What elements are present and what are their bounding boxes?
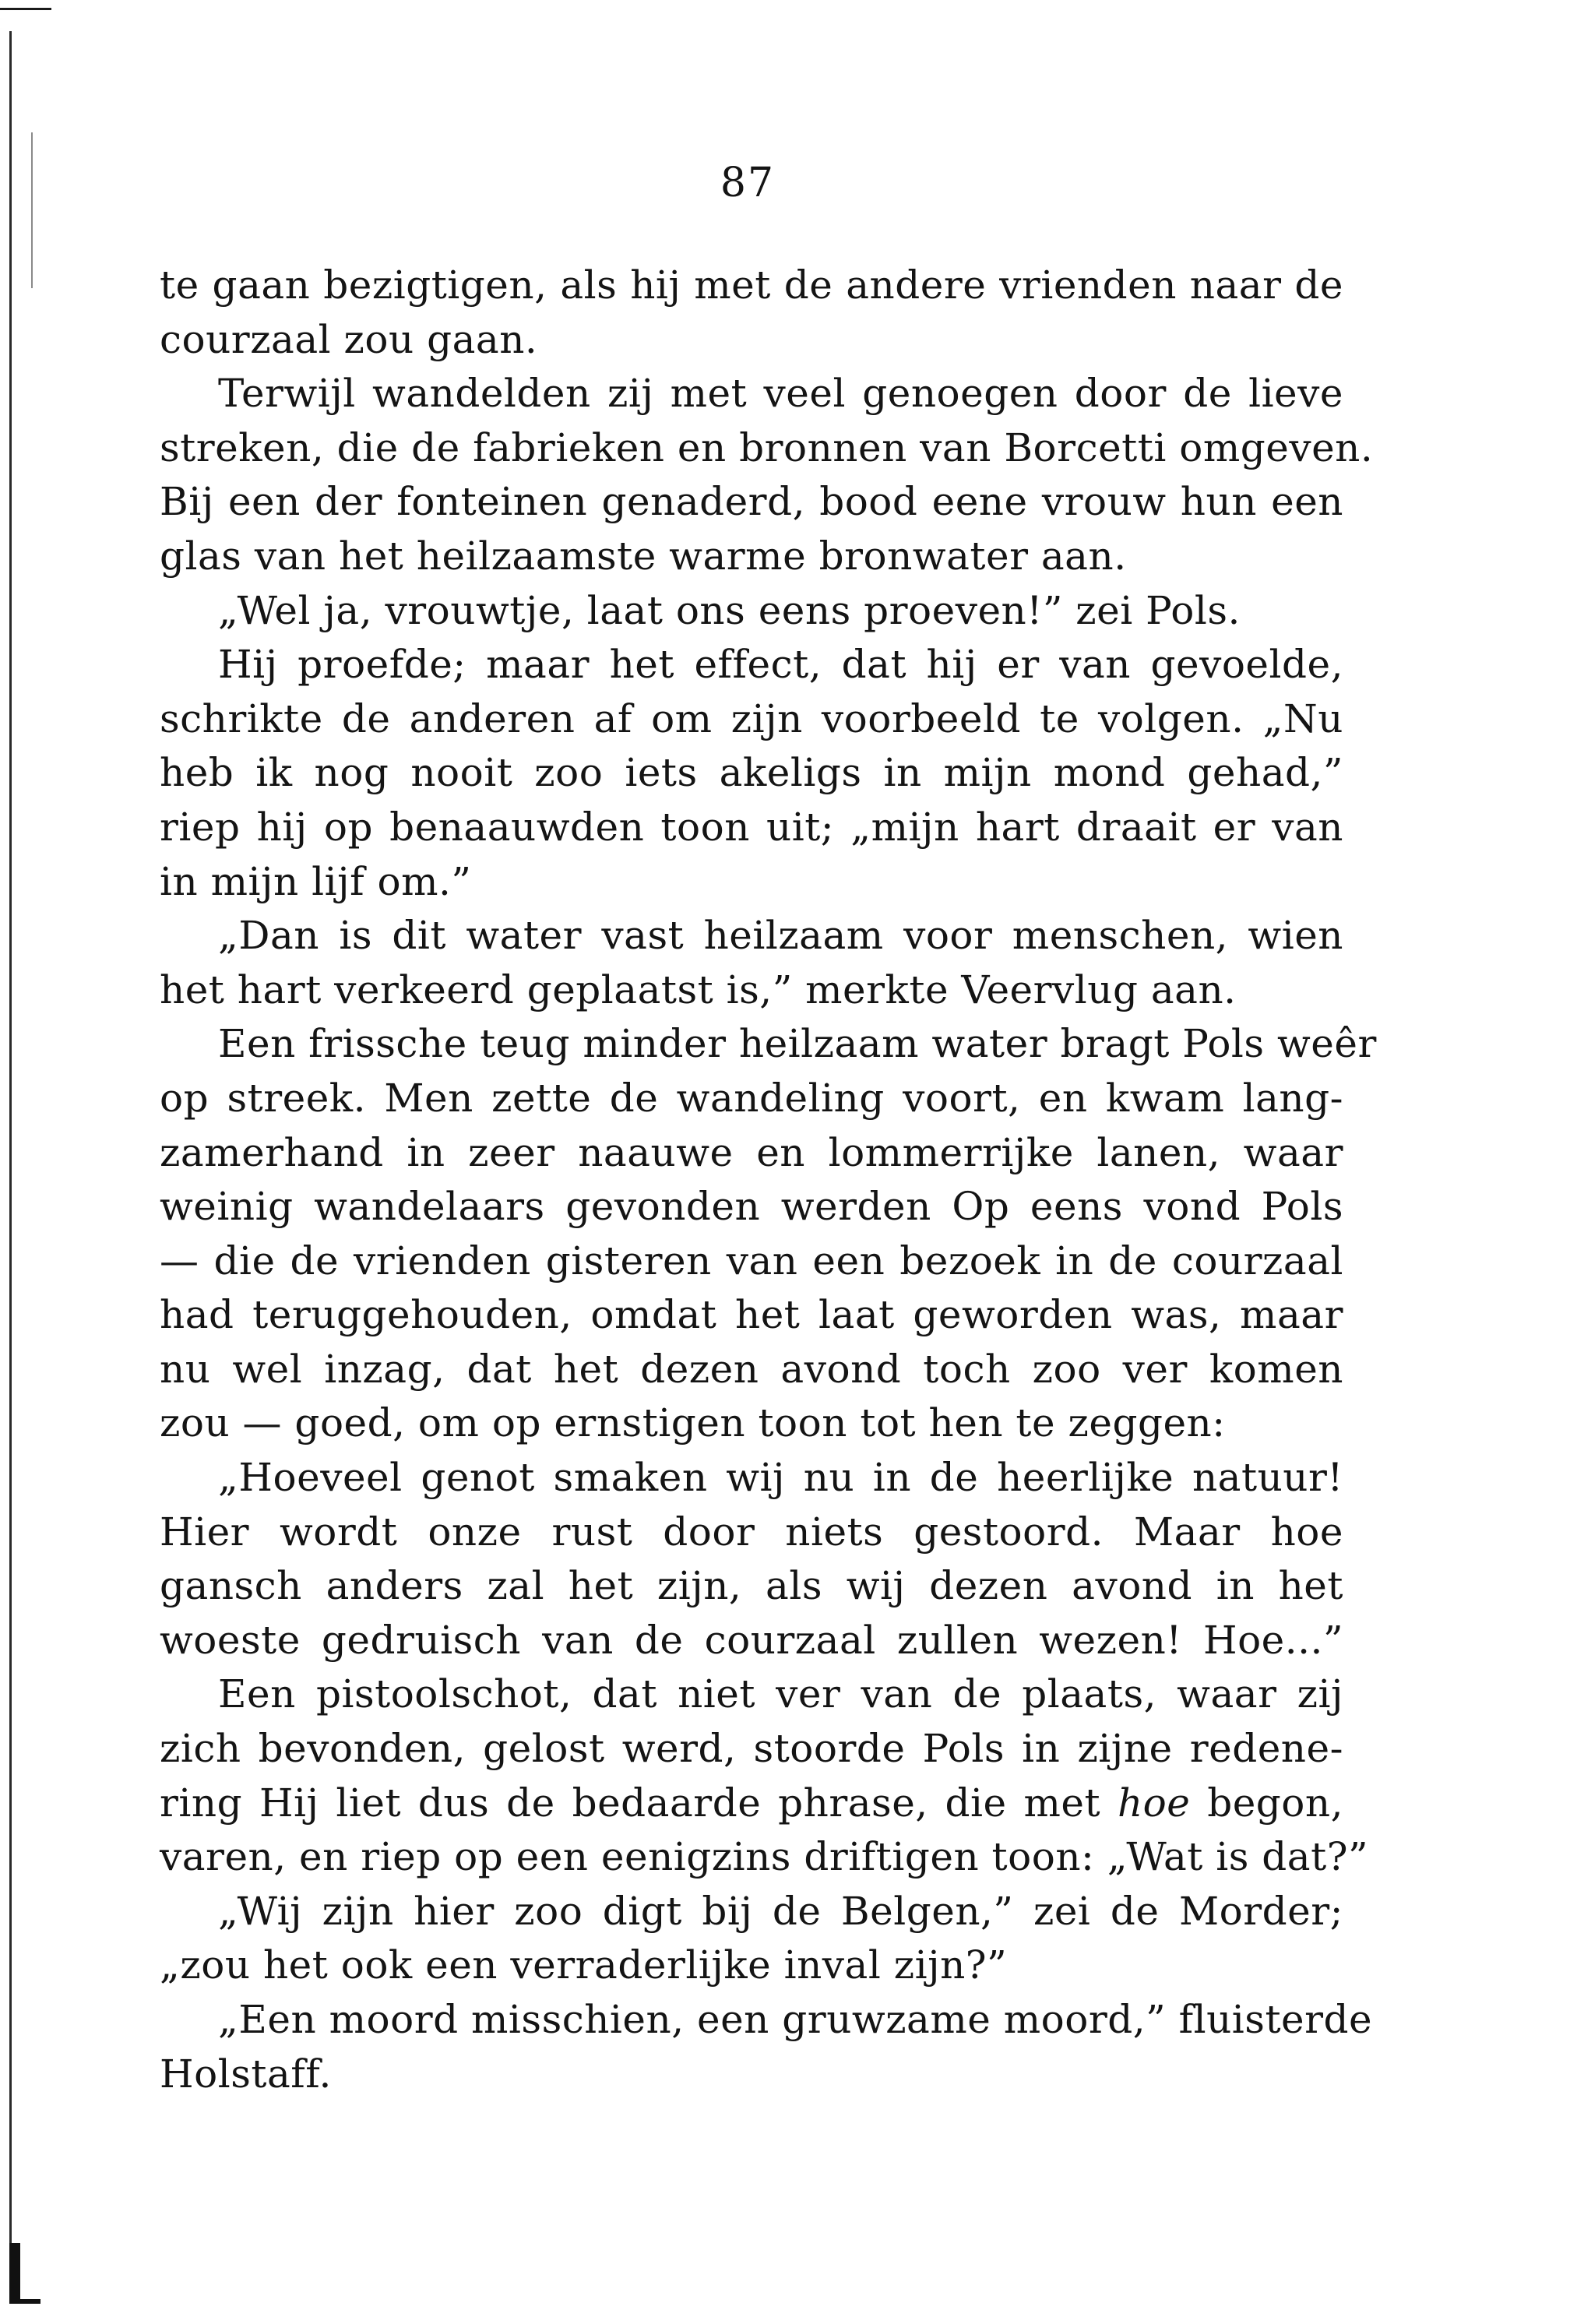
text-line: weinig wandelaars gevonden werden Op eens vond Pols: [160, 1184, 1343, 1230]
text-line: Terwijl wandelden zij met veel genoegen door de lieve: [218, 371, 1343, 417]
text-line: zou — goed, om op ernstigen toon tot hen te zeggen:: [160, 1400, 1226, 1446]
text-line: Hij proefde; maar het effect, dat hij er van gevoelde,: [218, 642, 1343, 688]
text-line: op streek. Men zette de wandeling voort, en kwam lang-: [160, 1075, 1343, 1121]
text-line: ring Hij liet dus de bedaarde phrase, die met hoe begon,: [160, 1780, 1343, 1826]
text-line: zamerhand in zeer naauwe en lommerrijke lanen, waar: [160, 1129, 1343, 1175]
text-line: het hart verkeerd geplaatst is,” merkte Veervlug aan.: [160, 967, 1237, 1012]
page-number: 87: [720, 160, 776, 206]
text-line: „zou het ook een verraderlijke inval zijn?”: [160, 1942, 1008, 1988]
text-line: gansch anders zal het zijn, als wij dezen avond in het: [160, 1563, 1343, 1609]
text-line: zich bevonden, gelost werd, stoorde Pols in zijne redene-: [160, 1726, 1343, 1772]
text-line: riep hij op benaauwden toon uit; „mijn hart draait er van: [160, 804, 1343, 850]
text-line: „Een moord misschien, een gruwzame moord,” fluisterde: [218, 1997, 1373, 2042]
text-line: woeste gedruisch van de courzaal zullen wezen! Hoe...”: [160, 1617, 1343, 1663]
text-line: „Hoeveel genot smaken wij nu in de heerlijke natuur!: [218, 1455, 1343, 1501]
text-line: Holstaff.: [160, 2051, 332, 2097]
text-line: varen, en riep op een eenigzins driftigen toon: „Wat is dat?”: [160, 1834, 1369, 1880]
text-line: nu wel inzag, dat het dezen avond toch zoo ver komen: [160, 1346, 1343, 1392]
scan-edge-mark: [9, 2243, 20, 2304]
text-line: Bij een der fonteinen genaderd, bood eene vrouw hun een: [160, 479, 1343, 525]
text-line: Hier wordt onze rust door niets gestoord. Maar hoe: [160, 1509, 1343, 1555]
text-line: „Wel ja, vrouwtje, laat ons eens proeven!” zei Pols.: [218, 587, 1241, 633]
text-line: te gaan bezigtigen, als hij met de andere vrienden naar de: [160, 262, 1343, 308]
text-line: Een frissche teug minder heilzaam water bragt Pols weêr: [218, 1021, 1377, 1067]
scan-edge-line: [9, 31, 12, 2290]
text-line: had teruggehouden, omdat het laat geworden was, maar: [160, 1292, 1343, 1338]
scan-edge-mark: [9, 2299, 40, 2304]
text-line: streken, die de fabrieken en bronnen van Borcetti omgeven.: [160, 424, 1374, 470]
text-line: heb ik nog nooit zoo iets akeligs in mijn mond gehad,”: [160, 750, 1343, 796]
text-line: „Dan is dit water vast heilzaam voor menschen, wien: [218, 913, 1343, 959]
scan-edge-line: [31, 132, 33, 288]
text-line: glas van het heilzaamste warme bronwater aan.: [160, 533, 1127, 579]
text-line: schrikte de anderen af om zijn voorbeeld te volgen. „Nu: [160, 695, 1343, 741]
body-text: [160, 259, 1377, 2101]
text-line: — die de vrienden gisteren van een bezoek in de courzaal: [160, 1238, 1343, 1283]
text-line: „Wij zijn hier zoo digt bij de Belgen,” zei de Morder;: [218, 1888, 1343, 1934]
text-line: in mijn lijf om.”: [160, 858, 472, 904]
text-line: courzaal zou gaan.: [160, 316, 538, 362]
text-line: Een pistoolschot, dat niet ver van de plaats, waar zij: [218, 1671, 1343, 1717]
scan-edge-mark: [0, 8, 51, 10]
